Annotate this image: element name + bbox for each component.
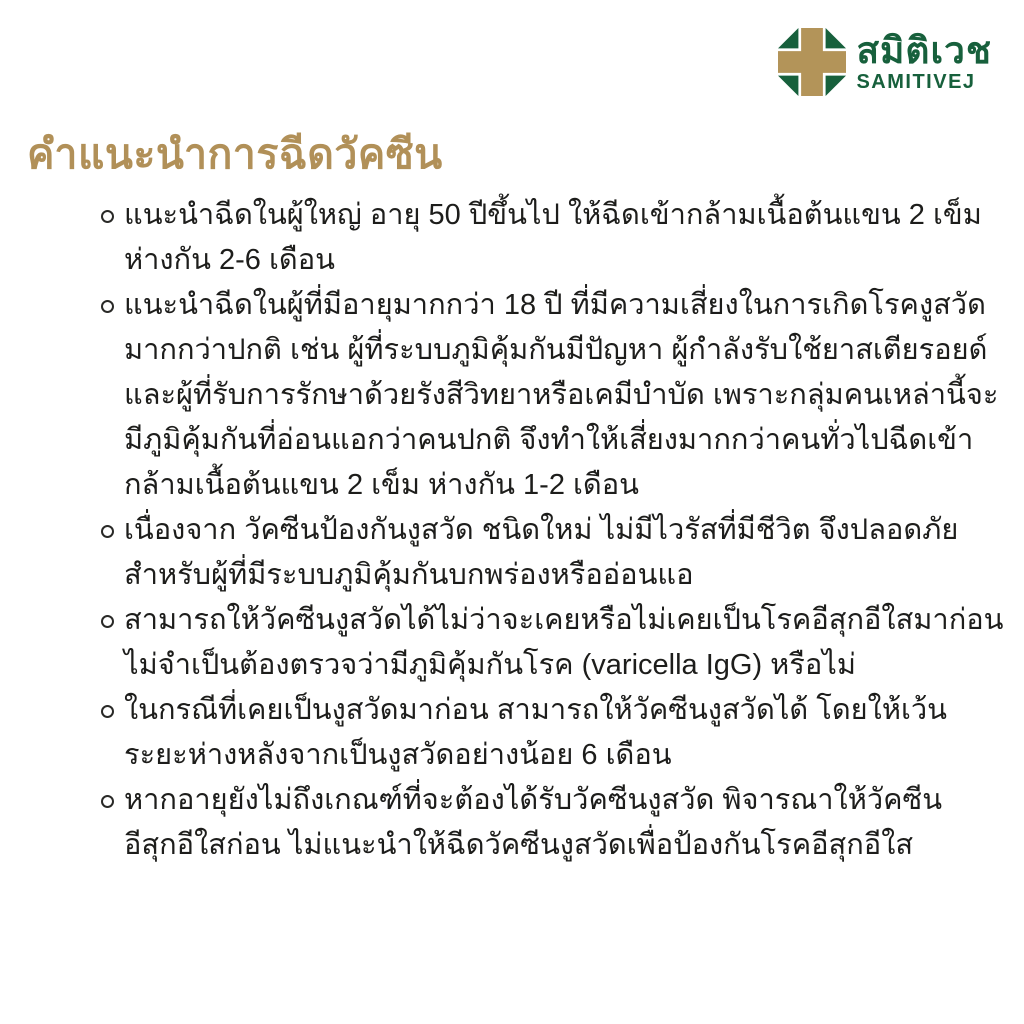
recommendation-list xyxy=(100,193,1006,868)
list-item xyxy=(100,688,1006,778)
list-item-text: ในกรณีที่เคยเป็นงูสวัดมาก่อน สามารถให้วัคซีนงูสวัดได้ โดยให้เว้นระยะห่างหลังจากเป็นงูสวัดอย่างน้อย 6 เดือน xyxy=(124,694,947,771)
samitivej-logo xyxy=(778,28,992,96)
circle-bullet-icon xyxy=(101,705,114,718)
list-item xyxy=(100,778,1006,868)
logo-wordmark xyxy=(856,32,992,92)
circle-bullet-icon xyxy=(101,795,114,808)
samitivej-cross-icon xyxy=(778,28,846,96)
list-item-text: แนะนำฉีดในผู้ใหญ่ อายุ 50 ปีขึ้นไป ให้ฉีดเข้ากล้ามเนื้อต้นแขน 2 เข็ม ห่างกัน 2-6 เดือน xyxy=(124,199,982,276)
logo-name-english: SAMITIVEJ xyxy=(856,71,976,93)
circle-bullet-icon xyxy=(101,525,114,538)
list-item-text: เนื่องจาก วัคซีนป้องกันงูสวัด ชนิดใหม่ ไม่มีไวรัสที่มีชีวิต จึงปลอดภัยสำหรับผู้ที่มีระบบภูมิคุ้มกันบกพร่องหรืออ่อนแอ xyxy=(124,514,959,591)
list-item xyxy=(100,598,1006,688)
list-item-text: แนะนำฉีดในผู้ที่มีอายุมากกว่า 18 ปี ที่มีความเสี่ยงในการเกิดโรคงูสวัดมากกว่าปกติ เช่น ผู้ที่ระบบภูมิคุ้มกันมีปัญหา ผู้กำลังรับใช้ยาสเตียรอยด์ และผู้ที่รับการรักษาด้วยรังสีวิทยาหรือเคมีบำบัด เพราะกลุ่มคนเหล่านี้จะมีภูมิคุ้มกันที่อ่อนแอกว่าคนปกติ จึงทำให้เสี่ยงมากกว่าคนทั่วไปฉีดเข้ากล้ามเนื้อต้นแขน 2 เข็ม ห่างกัน 1-2 เดือน xyxy=(124,289,999,501)
list-item xyxy=(100,508,1006,598)
list-item-text: หากอายุยังไม่ถึงเกณฑ์ที่จะต้องได้รับวัคซีนงูสวัด พิจารณาให้วัคซีนอีสุกอีใสก่อน ไม่แนะนำให้ฉีดวัคซีนงูสวัดเพื่อป้องกันโรคอีสุกอีใส xyxy=(124,784,943,861)
page-title: คำแนะนำการฉีดวัคซีน xyxy=(27,131,443,177)
circle-bullet-icon xyxy=(101,615,114,628)
list-item xyxy=(100,283,1006,508)
circle-bullet-icon xyxy=(101,300,114,313)
list-item xyxy=(100,193,1006,283)
list-item-text: สามารถให้วัคซีนงูสวัดได้ไม่ว่าจะเคยหรือไม่เคยเป็นโรคอีสุกอีใสมาก่อน ไม่จำเป็นต้องตรวจว่ามีภูมิคุ้มกันโรค (varicella IgG) หรือไม่ xyxy=(124,604,1004,681)
circle-bullet-icon xyxy=(101,210,114,223)
logo-name-thai: สมิติเวช xyxy=(856,30,992,71)
